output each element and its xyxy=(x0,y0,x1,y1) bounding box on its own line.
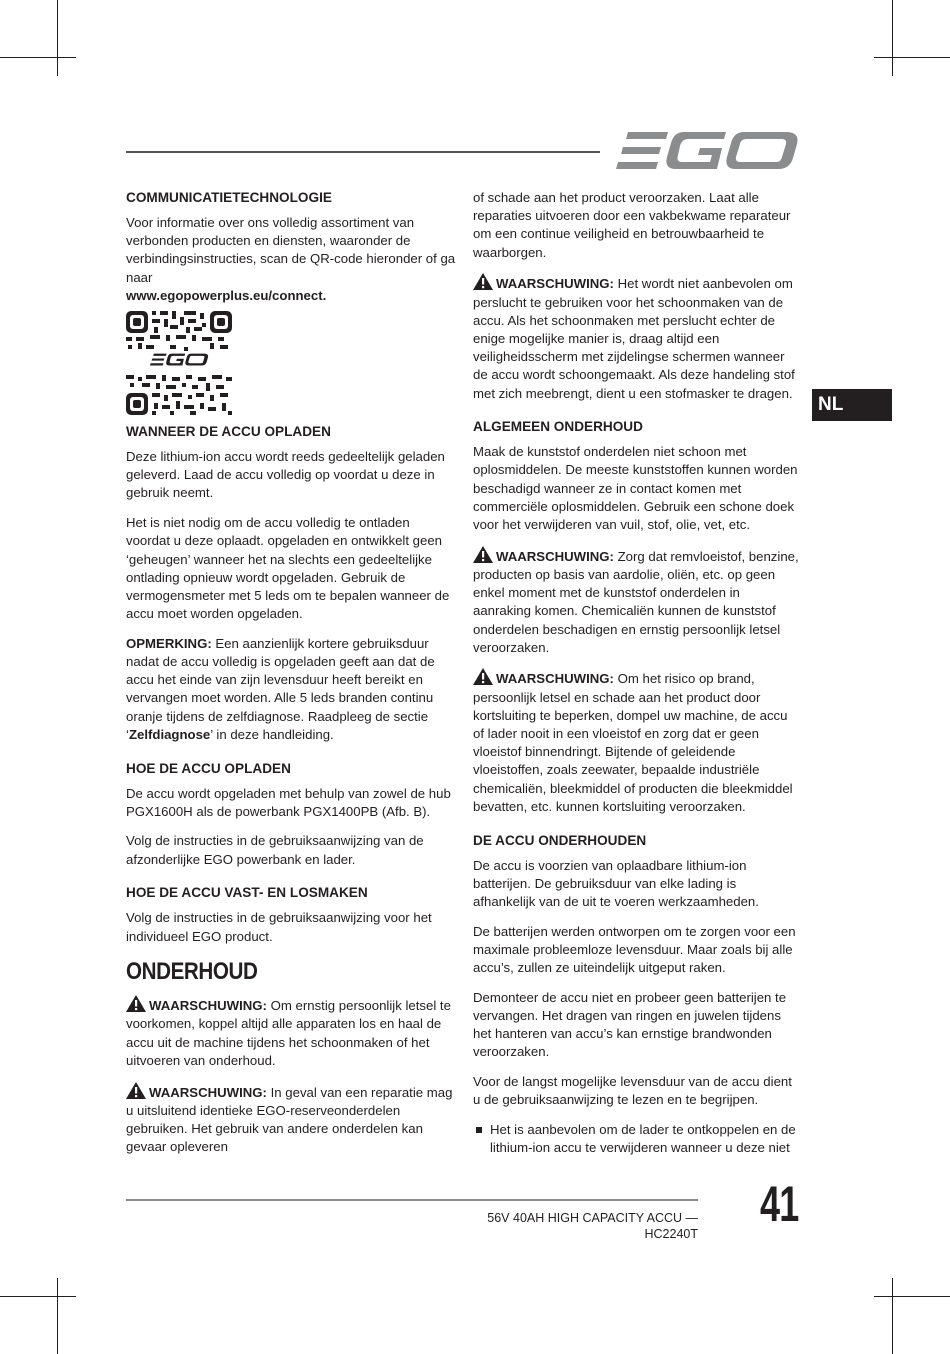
paragraph: Demonteer de accu niet en probeer geen batterijen te vervangen. Het dragen van ringen en juwelen tijdens het hanteren van accu’s kan ernstige brandwonden veroorzaken. xyxy=(473,989,787,1060)
paragraph: De accu is voorzien van oplaadbare lithium-ion batterijen. De gebruiksduur van elke lading is afhankelijk van de uit te voeren werkzaamheden. xyxy=(473,857,759,909)
ego-logo xyxy=(616,130,800,172)
paragraph: Volg de instructies in de gebruiksaanwijzing voor het individueel EGO product. xyxy=(126,910,432,944)
heading-how-charge: HOE DE ACCU OPLADEN xyxy=(126,760,291,776)
paragraph: Maak de kunststof onderdelen niet schoon met oplosmiddelen. De meeste kunststoffen kunnen worden beschadigd wanneer ze in contact komen met commerciële oplosmiddelen. Gebruik een schone doek voor het verwijderen van vuil, stof, olie, vet, etc. xyxy=(473,444,798,533)
header-rule xyxy=(126,151,600,153)
paragraph: De batterijen werden ontworpen om te zorgen voor een maximale probleemloze levensduur. Maar zoals bij alle accu’s, zullen ze uiteindelijk uitgeput raken. xyxy=(473,923,796,976)
crop-mark xyxy=(874,57,950,58)
warning-label: WAARSCHUWING: xyxy=(149,1084,267,1100)
warning-icon xyxy=(126,1082,146,1099)
paragraph: of schade aan het product veroorzaken. Laat alle reparaties uitvoeren door een vakbekwame reparateur om een continue veiligheid en betrouwbaarheid te waarborgen. xyxy=(473,190,791,260)
qr-code[interactable] xyxy=(126,311,232,415)
heading-communication: COMMUNICATIETECHNOLOGIE xyxy=(126,190,332,205)
crop-mark xyxy=(0,1296,76,1297)
warning-icon xyxy=(473,546,493,563)
connect-url[interactable]: www.egopowerplus.eu/connect. xyxy=(126,287,327,303)
warning-paragraph: WAARSCHUWING: Het wordt niet aanbevolen om perslucht te gebruiken voor het schoonmaken van de accu. Als het schoonmaken met perslucht echter de enige mogelijke manier is, draag altijd een veiligheidsscherm met zijdelingse schermen wanneer de accu wordt schoongemaakt. Als deze handeling stof met zich meebrengt, dient u een stofmasker te dragen. xyxy=(473,273,801,402)
left-column xyxy=(126,189,456,1168)
footer-model: 56V 40AH HIGH CAPACITY ACCU — HC2240T xyxy=(487,1211,698,1241)
warning-paragraph: WAARSCHUWING: Zorg dat remvloeistof, benzine, producten op basis van aardolie, oliën, etc. op geen enkel moment met de kunststof onderdelen in aanraking komen. Chemicaliën kunnen de kunststof onderdelen beschadigen en ernstig persoonlijk letsel veroorzaken. xyxy=(473,546,801,657)
note-paragraph: OPMERKING: Een aanzienlijk kortere gebruiksduur nadat de accu volledig is opgeladen geeft aan dat de accu het einde van zijn levensduur heeft bereikt en vervangen moet worden. Alle 5 leds branden continu oranje tijdens de zelfdiagnose. Raadpleeg de sectie ‘Zelfdiagnose’ in deze handleiding. xyxy=(126,635,435,742)
paragraph: Volg de instructies in de gebruiksaanwijzing van de afzonderlijke EGO powerbank en lader. xyxy=(126,833,424,867)
heading-general-maintenance: ALGEMEEN ONDERHOUD xyxy=(473,419,643,435)
paragraph: De accu wordt opgeladen met behulp van zowel de hub PGX1600H als de powerbank PGX1400PB (Afb. B). xyxy=(126,785,451,819)
footer-rule xyxy=(126,1199,698,1201)
right-column xyxy=(473,189,801,1157)
paragraph: Voor informatie over ons volledig assortiment van verbonden producten en diensten, waaronder de verbindingsinstructies, scan de QR-code hieronder of ga naar www.egopowerplus.eu/connect. xyxy=(126,215,456,303)
warning-icon xyxy=(473,668,493,685)
list-item: Het is aanbevolen om de lader te ontkoppelen en de lithium-ion accu te verwijderen wanneer u deze niet xyxy=(473,1121,801,1157)
paragraph: Deze lithium-ion accu wordt reeds gedeeltelijk geladen geleverd. Laad de accu volledig op voordat u deze in gebruik neemt. xyxy=(126,449,445,501)
heading-attach: HOE DE ACCU VAST- EN LOSMAKEN xyxy=(126,885,368,901)
crop-mark xyxy=(874,1296,950,1297)
warning-label: WAARSCHUWING: xyxy=(149,998,267,1014)
warning-paragraph: WAARSCHUWING: In geval van een reparatie mag u uitsluitend identieke EGO-reserveonderdelen gebruiken. Het gebruik van andere onderdelen kan gevaar opleveren xyxy=(126,1082,456,1157)
warning-icon xyxy=(126,995,146,1012)
note-label: OPMERKING: xyxy=(126,635,212,651)
paragraph: Het is niet nodig om de accu volledig te ontladen voordat u deze oplaadt. opgeladen en ontwikkelt geen ‘geheugen’ wanneer het na slechts een gedeeltelijke ontlading opnieuw wordt opgeladen. Gebruik de vermogensmeter met 5 leds om te bepalen wanneer de accu moet worden opgeladen. xyxy=(126,515,450,622)
warning-label: WAARSCHUWING: xyxy=(496,548,614,564)
paragraph: Voor de langst mogelijke levensduur van de accu dient u de gebruiksaanwijzing te lezen en te begrijpen. xyxy=(473,1074,792,1108)
warning-icon xyxy=(473,273,493,290)
heading-charge-when: WANNEER DE ACCU OPLADEN xyxy=(126,424,331,440)
warning-paragraph: WAARSCHUWING: Om ernstig persoonlijk letsel te voorkomen, koppel altijd alle apparaten los en haal de accu uit de machine tijdens het schoonmaken of het uitvoeren van onderhoud. xyxy=(126,995,456,1070)
crop-mark xyxy=(57,1278,58,1354)
crop-mark xyxy=(57,0,58,76)
warning-paragraph: WAARSCHUWING: Om het risico op brand, persoonlijk letsel en schade aan het product door kortsluiting te beperken, dompel uw machine, de accu of lader nooit in een vloeistof en zorg dat er geen vloeistof binnendringt. Bijtende of geleidende vloeistoffen, zoals zeewater, bepaalde industriële chemicaliën, bleekmiddel of producten die bleekmiddel bevatten, etc. kunnen kortsluiting veroorzaken. xyxy=(473,668,801,816)
warning-label: WAARSCHUWING: xyxy=(496,276,614,292)
heading-battery-maintenance: DE ACCU ONDERHOUDEN xyxy=(473,832,647,848)
crop-mark xyxy=(892,1278,893,1354)
crop-mark xyxy=(0,57,76,58)
bullet-list xyxy=(473,1121,801,1157)
language-tab: NL xyxy=(812,389,892,421)
page-number: 41 xyxy=(760,1176,799,1232)
crop-mark xyxy=(892,0,893,76)
warning-label: WAARSCHUWING: xyxy=(496,671,614,687)
heading-maintenance: ONDERHOUD xyxy=(126,958,258,986)
